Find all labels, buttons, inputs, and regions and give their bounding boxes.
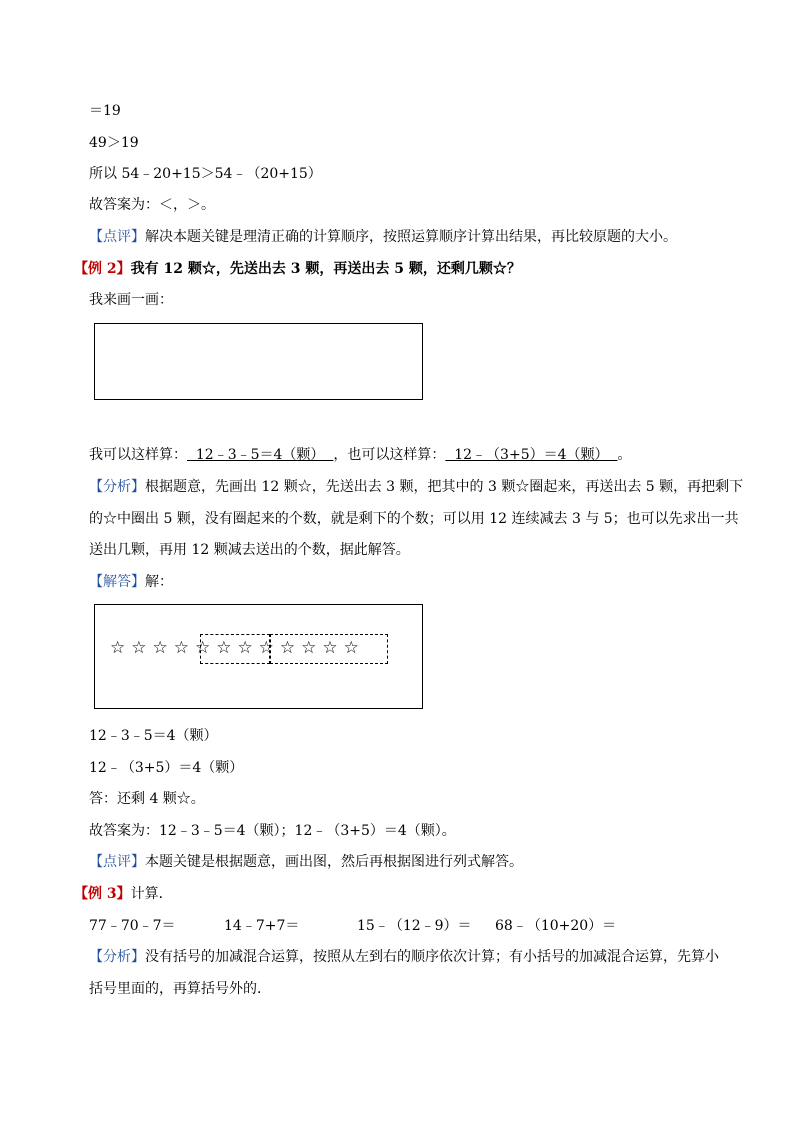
analysis-line-3: 送出几颗，再用 12 颗减去送出的个数，据此解答。 (89, 542, 410, 558)
review-1 (89, 227, 677, 247)
problem-2: 14﹣7+7＝ (224, 918, 300, 934)
final-answer: 故答案为：12﹣3﹣5＝4（颗）；12﹣（3+5）＝4（颗）。 (89, 823, 456, 839)
analysis-line-2: 的☆中圈出 5 颗，没有圈起来的个数，就是剩下的个数；可以用 12 连续减去 3 与 5；也可以先求出一共 (89, 511, 739, 527)
reply: 答：还剩 4 颗☆。 (89, 791, 205, 807)
ex3-heading (74, 884, 173, 904)
draw-prompt: 我来画一画： (89, 292, 173, 308)
problem-3: 15﹣（12﹣9）＝ (357, 918, 472, 934)
review-text: 解决本题关键是理清正确的计算顺序，按照运算顺序计算出结果，再比较原题的大小。 (145, 229, 677, 245)
ex2-ways (89, 445, 631, 465)
ex3-analysis-2: 括号里面的，再算括号外的． (89, 981, 271, 997)
calc-1: 12﹣3﹣5＝4（颗） (89, 728, 218, 744)
text-so: 所以 54﹣20+15＞54﹣（20+15） (89, 166, 322, 182)
end-mark: 。 (617, 447, 632, 463)
way2-answer: 12﹣（3+5）＝4（颗） (445, 447, 618, 463)
way1-answer: 12﹣3﹣5＝4（颗） (187, 447, 334, 463)
answer-line (89, 572, 173, 592)
ex3-analysis-1 (89, 947, 719, 967)
text-compare: 49＞19 (89, 135, 139, 151)
analysis-tag: 【分析】 (89, 479, 145, 495)
drawing-box-empty (94, 323, 423, 400)
ex2-tag: 【例 2】 (74, 261, 131, 277)
review-2 (89, 852, 523, 872)
text-answer: 故答案为：＜，＞。 (89, 197, 215, 213)
problem-1: 77﹣70﹣7＝ (89, 918, 176, 934)
analysis-line-1 (89, 477, 743, 497)
ex3-analysis-tag: 【分析】 (89, 949, 145, 965)
ex3-problems (89, 916, 616, 936)
star-row: ☆☆☆☆☆☆☆☆☆☆☆☆ (110, 638, 365, 658)
calc-2: 12﹣（3+5）＝4（颗） (89, 760, 244, 776)
review-tag: 【点评】 (89, 229, 145, 245)
review-text-2: 本题关键是根据题意，画出图，然后再根据图进行列式解答。 (145, 854, 523, 870)
way1-prefix: 我可以这样算： (89, 447, 187, 463)
review-tag-2: 【点评】 (89, 854, 145, 870)
ex2-question-text: 我有 12 颗☆，先送出去 3 颗，再送出去 5 颗，还剩几颗☆？ (130, 261, 521, 277)
text-eq19: ＝19 (89, 103, 121, 119)
analysis-text-1: 根据题意，先画出 12 颗☆，先送出去 3 颗，把其中的 3 颗☆圈起来，再送出去 5 颗，再把剩下 (145, 479, 744, 495)
problem-4: 68﹣（10+20）＝ (495, 918, 617, 934)
way2-prefix: ，也可以这样算： (333, 447, 446, 463)
answer-label: 解： (145, 574, 173, 590)
ex3-title: 计算． (130, 886, 173, 902)
ex3-analysis-text-1: 没有括号的加减混合运算，按照从左到右的顺序依次计算；有小括号的加减混合运算，先算小 (145, 949, 719, 965)
ex2-question (74, 259, 521, 279)
answer-tag: 【解答】 (89, 574, 145, 590)
ex3-tag: 【例 3】 (74, 886, 131, 902)
